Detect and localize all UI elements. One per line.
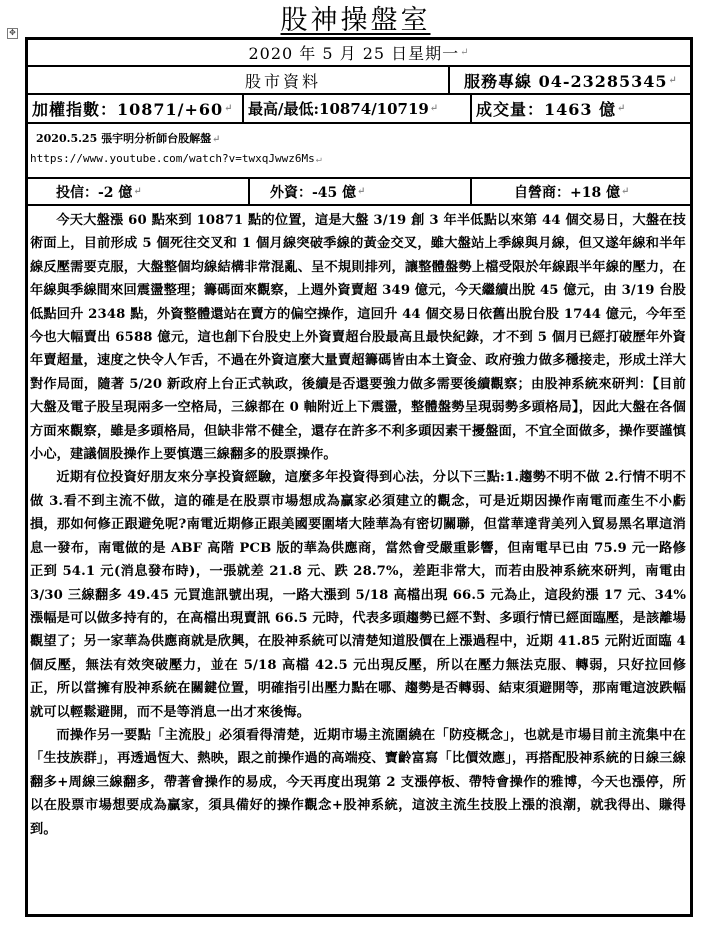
analysis-body xyxy=(30,209,686,841)
section-label: 股市資料 xyxy=(244,71,321,91)
header-row xyxy=(28,67,690,95)
trade-volume: 成交量：1463 億 ↵ xyxy=(470,95,690,122)
weighted-index: 加權指數：10871/+60 ↵ xyxy=(32,100,234,119)
foreign-investors: 外資：-45 億 ↵ xyxy=(248,179,470,204)
dealers: 自營商：+18 億 ↵ xyxy=(470,179,690,204)
analysis-paragraph: 近期有位投資好朋友來分享投資經驗，這麼多年投資得到心法，分以下三點:1.趨勢不明不做 2.行情不明不做 3.看不到主流不做，這的確是在股票市場想成為贏家必須建立的觀念，可是近期因操作南電而產生不小虧損，那如何修正跟避免呢?南電近期修正跟美國要圍堵大陸華為有密切關聯，但當華達背美列入貿易黑名單這消息一發布，南電做的是 ABF 高階 PCB 版的華為供應商，當然會受嚴重影響，但南電早已由 75.9 元一路修正到 54.1 元(消息發布時)，一張就差 21.8 元、跌 28.7%，差距非常大，而若由股神系統來研判，南電由 3/30 三線翻多 49.45 元買進訊號出現，一路大漲到 5/18 高檔出現 66.5 元為止，這段約漲 17 元、34%漲幅是可以做多持有的，在高檔出現賣訊 66.5 元時，代表多頭趨勢已經不對、多頭行情已經面臨壓，是該離場觀望了；另一家華為供應商就是欣興，在股神系統可以清楚知道股價在上漲過程中，近期 41.85 元附近面臨 4 個反壓，無法有效突破壓力，並在 5/18 高檔 42.5 元出現反壓，所以在壓力無法克服、轉弱，只好拉回修正，所以當擁有股神系統在關鍵位置，明確指引出壓力點在哪、趨勢是否轉弱、結束須避開等，那南電這波跌幅就可以輕鬆避開，而不是等消息一出才來後悔。 xyxy=(30,470,686,720)
video-link[interactable]: https://www.youtube.com/watch?v=twxqJwwz6Ms↵ xyxy=(30,152,322,165)
report-table xyxy=(25,37,693,917)
institutional-row xyxy=(28,179,690,206)
market-row xyxy=(28,95,690,124)
move-handle-icon[interactable]: ✥ xyxy=(7,28,18,39)
page-title: 股神操盤室 xyxy=(280,5,431,36)
high-low: 最高/最低:10874/10719 ↵ xyxy=(242,95,470,122)
video-caption: 2020.5.25 張宇明分析師台股解盤↵ xyxy=(36,132,221,145)
analysis-paragraph: 今天大盤漲 60 點來到 10871 點的位置，這是大盤 3/19 創 3 年半低點以來第 44 個交易日，大盤在技術面上，目前形成 5 個死往交叉和 1 個月線突破季線的黃金交叉，雖大盤站上季線與月線，但又遂年線和半年線反壓需要克服，大盤整個均線結構非常混亂、呈不規則排列，讓整體盤勢上檔受限於年線跟半年線的壓力，在年線與季線間來回震盪整理；籌碼面來觀察，上週外資賣超 349 億元，今天繼續出脫 45 億元，由 3/19 台股低點回升 2348 點，外資整體還站在賣方的偏空操作，這回升 44 個交易日依舊出脫台股 1744 億元，今年至今也大幅賣出 6588 億元，這也創下台股史上外資賣超台股最高且最快紀錄，才不到 5 個月已經打破歷年外資年賣超量，速度之快令人乍舌，不過在外資這麼大量賣超籌碼皆由本土資金、政府強力做多穩接走，形成土洋大對作局面，隨著 5/20 新政府上台正式執政，後續是否還要強力做多需要後續觀察；由股神系統來研判：【目前大盤及電子股呈現兩多一空格局，三線都在 0 軸附近上下震盪，整體盤勢呈現弱勢多頭格局】，因此大盤在各個方面來觀察，雖是多頭格局，但缺非常不健全，還存在許多不利多頭因素干擾盤面，不宜全面做多，操作要謹慎小心，建議個股操作上要慎選三線翻多的股票操作。 xyxy=(30,213,686,463)
video-row xyxy=(28,124,690,179)
report-date: 2020 年 5 月 25 日星期一 ↵ xyxy=(248,44,470,63)
investment-trust: 投信：-2 億 ↵ xyxy=(56,184,142,201)
analysis-paragraph: 而操作另一要點「主流股」必須看得清楚，近期市場主流圍繞在「防疫概念」，也就是市場目前主流集中在「生技族群」，再透過恆大、熱映，跟之前操作過的高端疫、寶齡富寫「比價效應」，再搭配股神系統的日線三線翻多+周線三線翻多，帶著會操作的易成，今天再度出現第 2 支漲停板、帶特會操作的雅博，今天也漲停，所以在股票市場想要成為贏家，須具備好的操作觀念+股神系統，這波主流生技股上漲的浪潮，就我得出、賺得到。 xyxy=(30,727,686,837)
date-row xyxy=(28,40,690,67)
service-hotline: 服務專線 04-23285345 ↵ xyxy=(448,67,690,93)
